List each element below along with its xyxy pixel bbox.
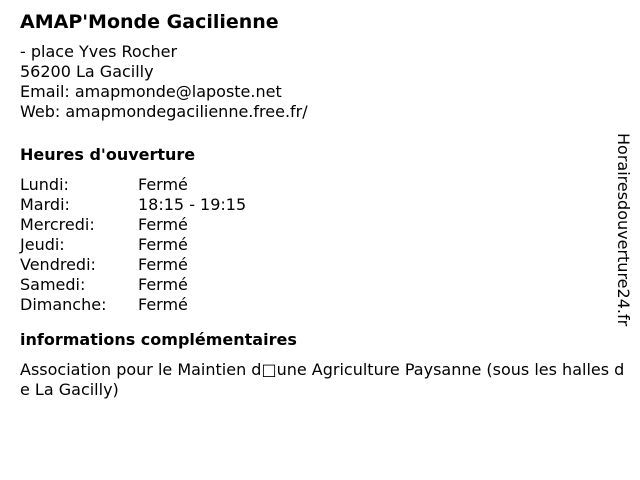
day-hours: Fermé — [138, 215, 188, 234]
day-label: Mardi: — [20, 195, 70, 214]
day-hours: Fermé — [138, 275, 188, 294]
hours-heading: Heures d'ouverture — [20, 145, 196, 164]
day-label: Dimanche: — [20, 295, 107, 314]
site-watermark: Horairesdouverture24.fr — [614, 133, 633, 327]
hours-row-saturday — [20, 275, 630, 295]
hours-table — [20, 175, 630, 315]
info-heading: informations complémentaires — [20, 330, 297, 349]
day-label: Lundi: — [20, 175, 69, 194]
email-label: Email: — [20, 82, 70, 101]
day-hours: Fermé — [138, 175, 188, 194]
email-link[interactable]: amapmonde@laposte.net — [74, 82, 282, 101]
hours-row-friday — [20, 255, 630, 275]
info-description: Association pour le Maintien d□une Agriculture Paysanne (sous les halles de La Gacilly) — [20, 360, 625, 399]
hours-row-sunday — [20, 295, 630, 315]
business-card — [20, 10, 630, 400]
web-link[interactable]: amapmondegacilienne.free.fr/ — [65, 102, 308, 121]
day-label: Samedi: — [20, 275, 86, 294]
hours-row-tuesday — [20, 195, 630, 215]
day-hours: Fermé — [138, 235, 188, 254]
web-line — [20, 102, 630, 122]
email-line — [20, 82, 630, 102]
day-hours: Fermé — [138, 255, 188, 274]
address-city: 56200 La Gacilly — [20, 62, 154, 81]
day-label: Mercredi: — [20, 215, 95, 234]
day-hours: 18:15 - 19:15 — [138, 195, 247, 214]
day-label: Vendredi: — [20, 255, 96, 274]
business-name: AMAP'Monde Gacilienne — [20, 11, 279, 33]
hours-row-thursday — [20, 235, 630, 255]
hours-row-wednesday — [20, 215, 630, 235]
day-label: Jeudi: — [20, 235, 65, 254]
web-label: Web: — [20, 102, 61, 121]
day-hours: Fermé — [138, 295, 188, 314]
address-street: - place Yves Rocher — [20, 42, 178, 61]
hours-row-monday — [20, 175, 630, 195]
